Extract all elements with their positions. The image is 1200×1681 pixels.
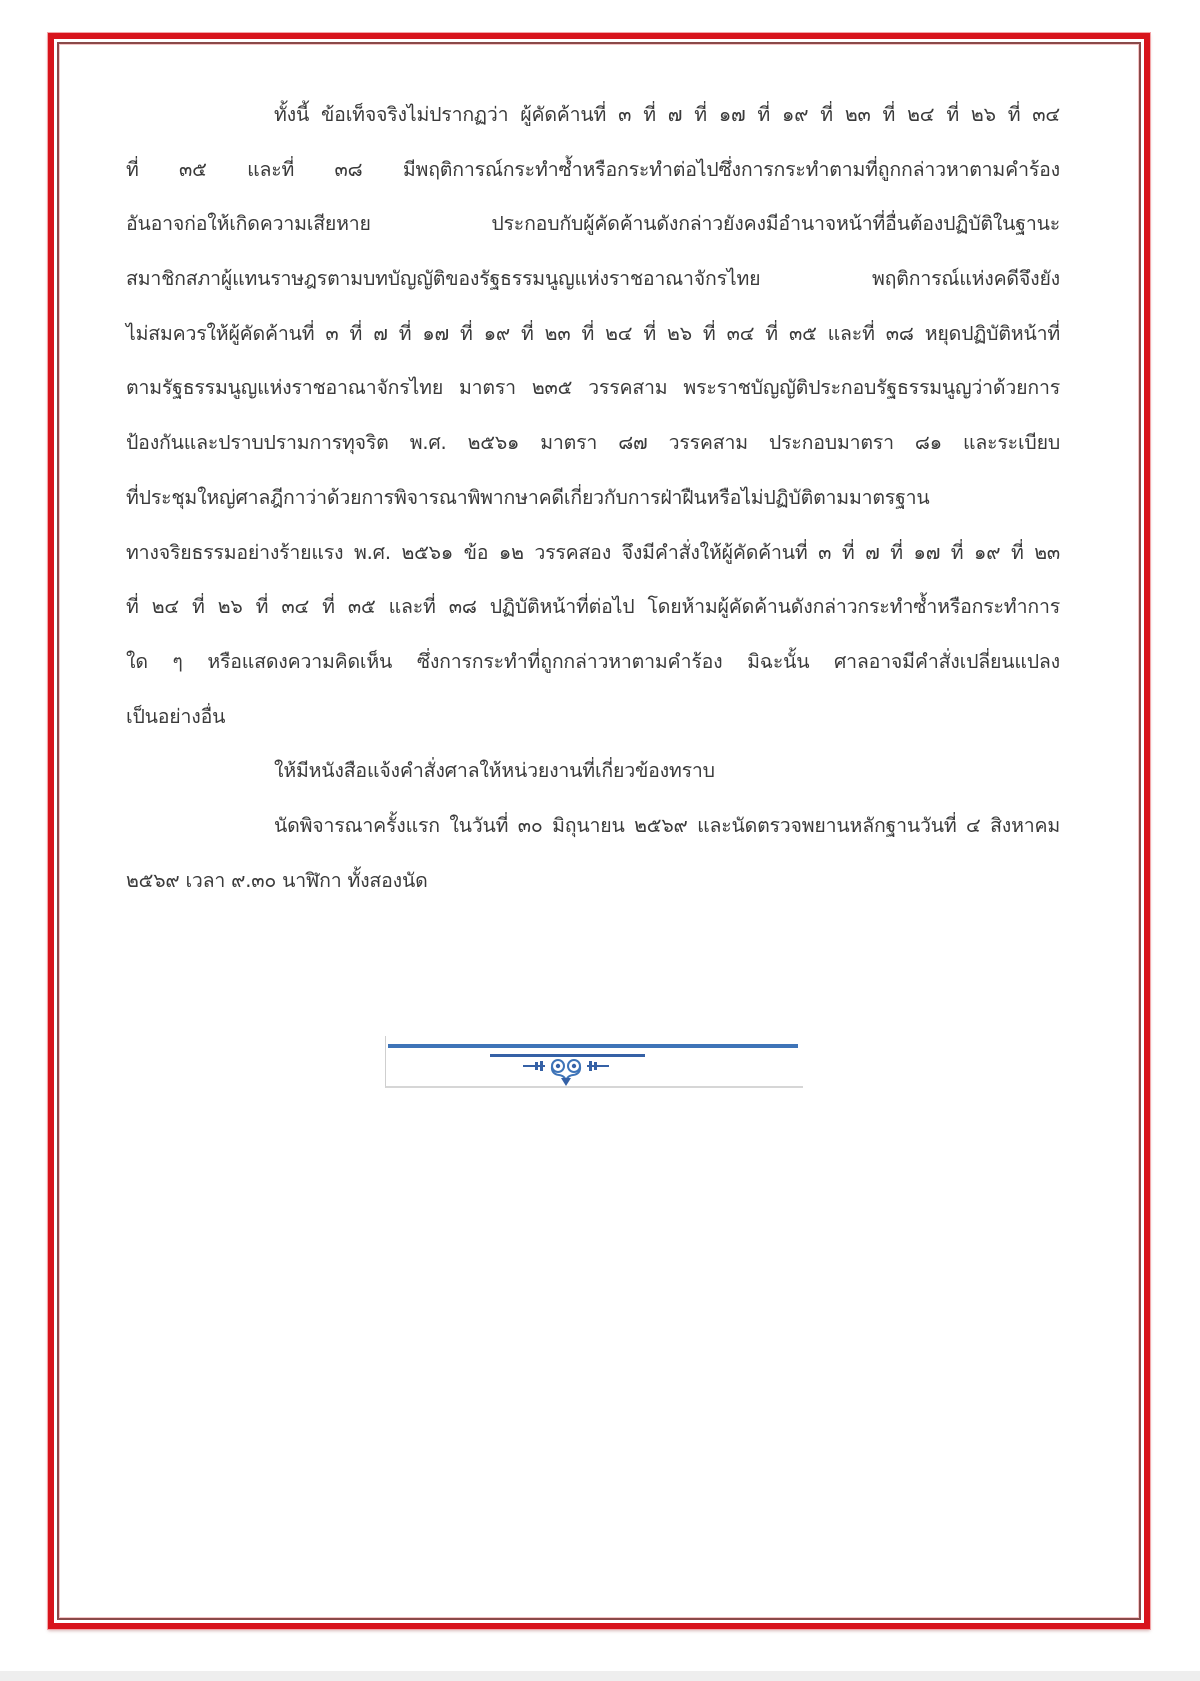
paragraph-3-line: ๒๕๖๙ เวลา ๙.๓๐ นาฬิกา ทั้งสองนัด	[126, 868, 428, 892]
paragraph-1-line: ไม่สมควรให้ผู้คัดค้านที่ ๓ ที่ ๗ ที่ ๑๗ ที่ ๑๙ ที่ ๒๓ ที่ ๒๔ ที่ ๒๖ ที่ ๓๔ ที่ ๓๕ และที่ ๓๘ หยุดปฏิบัติหน้าที่	[126, 321, 1060, 345]
paragraph-1-line: อันอาจก่อให้เกิดความเสียหาย ประกอบกับผู้คัดค้านดังกล่าวยังคงมีอำนาจหน้าที่อื่นต้องปฏิบัติในฐานะ	[126, 212, 1060, 236]
ornament-rule-long	[388, 1044, 798, 1048]
paragraph-1-line: ทางจริยธรรมอย่างร้ายแรง พ.ศ. ๒๕๖๑ ข้อ ๑๒ วรรคสอง จึงมีคำสั่งให้ผู้คัดค้านที่ ๓ ที่ ๗ ที่ ๑๗ ที่ ๑๙ ที่ ๒๓	[126, 540, 1060, 564]
paragraph-1-line: เป็นอย่างอื่น	[126, 704, 226, 728]
paragraph-1-line: สมาชิกสภาผู้แทนราษฎรตามบทบัญญัติของรัฐธรรมนูญแห่งราชอาณาจักรไทย พฤติการณ์แห่งคดีจึงยัง	[126, 267, 1060, 291]
paragraph-1-line: ที่ ๒๔ ที่ ๒๖ ที่ ๓๔ ที่ ๓๕ และที่ ๓๘ ปฏิบัติหน้าที่ต่อไป โดยห้ามผู้คัดค้านดังกล่าวกระทำซ้ำหรือกระทำการ	[126, 595, 1060, 619]
paragraph-1-line: ที่ประชุมใหญ่ศาลฎีกาว่าด้วยการพิจารณาพิพากษาคดีเกี่ยวกับการฝ่าฝืนหรือไม่ปฏิบัติตามมาตรฐาน	[126, 485, 930, 509]
paragraph-1-line: ทั้งนี้ ข้อเท็จจริงไม่ปรากฏว่า ผู้คัดค้านที่ ๓ ที่ ๗ ที่ ๑๗ ที่ ๑๙ ที่ ๒๓ ที่ ๒๔ ที่ ๒๖ ที่ ๓๔	[274, 103, 1060, 126]
document-body	[126, 88, 1060, 908]
paragraph-1-line: ตามรัฐธรรมนูญแห่งราชอาณาจักรไทย มาตรา ๒๓๕ วรรคสาม พระราชบัญญัติประกอบรัฐธรรมนูญว่าด้วยการ	[126, 376, 1060, 400]
ornament-divider	[385, 1036, 803, 1088]
paragraph-1-line: ที่ ๓๕ และที่ ๓๘ มีพฤติการณ์กระทำซ้ำหรือกระทำต่อไปซึ่งการกระทำตามที่ถูกกล่าวหาตามคำร้อง	[126, 157, 1060, 181]
paragraph-1-line: ป้องกันและปราบปรามการทุจริต พ.ศ. ๒๕๖๑ มาตรา ๘๗ วรรคสาม ประกอบมาตรา ๘๑ และระเบียบ	[126, 431, 1060, 455]
paragraph-2: ให้มีหนังสือแจ้งคำสั่งศาลให้หน่วยงานที่เกี่ยวข้องทราบ	[274, 759, 715, 783]
flourish-icon	[521, 1056, 611, 1086]
paragraph-1-line: ใด ๆ หรือแสดงความคิดเห็น ซึ่งการกระทำที่ถูกกล่าวหาตามคำร้อง มิฉะนั้น ศาลอาจมีคำสั่งเปลี่ยนแปลง	[126, 649, 1060, 673]
paragraph-3-line: นัดพิจารณาครั้งแรก ในวันที่ ๓๐ มิถุนายน ๒๕๖๙ และนัดตรวจพยานหลักฐานวันที่ ๔ สิงหาคม	[274, 813, 1060, 837]
viewer-bottom-strip	[0, 1671, 1200, 1681]
